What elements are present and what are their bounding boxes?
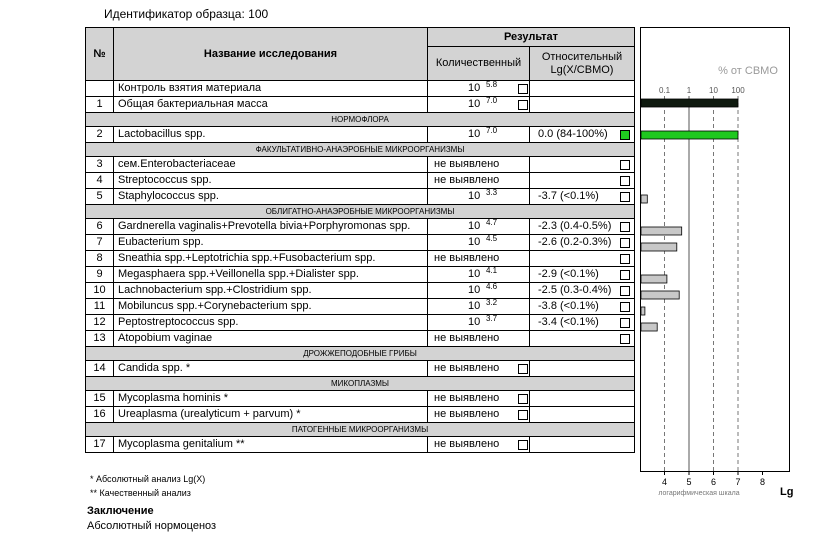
relative-cell — [530, 267, 635, 283]
relative-cell — [530, 315, 635, 331]
relative-cell — [530, 81, 635, 97]
table-row — [86, 407, 635, 423]
axis-xlabel: логарифмическая шкала — [658, 490, 740, 497]
relative-checkbox — [620, 222, 630, 232]
header-result: Результат — [428, 28, 635, 47]
axis-tick-label: 7 — [735, 477, 741, 487]
data-bar — [641, 291, 679, 299]
table-row — [86, 331, 635, 347]
relative-checkbox — [620, 334, 630, 344]
test-name: Lachnobacterium spp.+Clostridium spp. — [114, 283, 428, 299]
data-bar — [641, 243, 677, 251]
footnote-qualitative: ** Качественный анализ — [90, 488, 191, 498]
axis-tick-label: 8 — [759, 477, 766, 487]
test-name: Sneathia spp.+Leptotrichia spp.+Fusobacterium spp. — [114, 251, 428, 267]
not-detected-text: не выявлено — [434, 408, 500, 420]
relative-checkbox — [620, 130, 630, 140]
not-detected-text: не выявлено — [434, 332, 500, 344]
row-number: 8 — [86, 251, 114, 267]
quantitative-cell — [428, 391, 530, 407]
test-name: Lactobacillus spp. — [114, 127, 428, 143]
quantitative-checkbox — [518, 364, 528, 374]
relative-checkbox — [620, 254, 630, 264]
relative-cell — [530, 391, 635, 407]
relative-cell — [530, 97, 635, 113]
table-row — [86, 235, 635, 251]
header-number: № — [86, 28, 114, 81]
header-quantitative: Количественный — [428, 47, 530, 81]
quantitative-cell — [428, 437, 530, 453]
relative-checkbox — [620, 238, 630, 248]
data-bar — [641, 131, 738, 139]
top-tick-label: 10 — [709, 86, 718, 95]
axis-tick-label: 4 — [661, 477, 668, 487]
table-row — [86, 251, 635, 267]
quantity-base: 10 — [468, 316, 481, 328]
row-number: 13 — [86, 331, 114, 347]
row-number: 5 — [86, 189, 114, 205]
top-tick-label: 1 — [686, 86, 692, 95]
relative-cell — [530, 251, 635, 267]
quantity-exponent: 5.8 — [486, 80, 498, 89]
relative-cell — [530, 437, 635, 453]
test-name: Atopobium vaginae — [114, 331, 428, 347]
header-name: Название исследования — [114, 28, 428, 81]
test-name: Candida spp. * — [114, 361, 428, 377]
quantity-exponent: 3.2 — [486, 298, 498, 307]
test-name: сем.Enterobacteriaceae — [114, 157, 428, 173]
test-name: Gardnerella vaginalis+Prevotella bivia+Porphyromonas spp. — [114, 219, 428, 235]
axis-tick-label: 5 — [686, 477, 692, 487]
quantitative-checkbox — [518, 100, 528, 110]
relative-value: -3.8 (<0.1%) — [538, 300, 599, 312]
table-row — [86, 157, 635, 173]
row-number — [86, 81, 114, 97]
axis-lg-label: Lg — [780, 486, 794, 498]
row-number: 15 — [86, 391, 114, 407]
relative-cell — [530, 361, 635, 377]
section-header — [86, 143, 635, 157]
section-label: МИКОПЛАЗМЫ — [86, 377, 635, 391]
quantitative-cell — [428, 173, 530, 189]
table-row — [86, 391, 635, 407]
quantitative-checkbox — [518, 440, 528, 450]
quantitative-cell — [428, 189, 530, 205]
quantity-base: 10 — [468, 82, 481, 94]
quantity-base: 10 — [468, 284, 481, 296]
quantity-base: 10 — [468, 128, 481, 140]
quantitative-cell — [428, 361, 530, 377]
test-name: Peptostreptococcus spp. — [114, 315, 428, 331]
quantitative-cell — [428, 81, 530, 97]
row-number: 7 — [86, 235, 114, 251]
relative-cell — [530, 189, 635, 205]
results-table — [85, 27, 635, 453]
data-bar — [641, 275, 667, 283]
relative-cell — [530, 157, 635, 173]
relative-checkbox — [620, 160, 630, 170]
data-bar — [641, 307, 645, 315]
relative-value: -3.7 (<0.1%) — [538, 190, 599, 202]
section-header — [86, 423, 635, 437]
row-number: 9 — [86, 267, 114, 283]
data-bar — [641, 99, 738, 107]
test-name: Контроль взятия материала — [114, 81, 428, 97]
section-header — [86, 347, 635, 361]
axis-tick-label: 6 — [710, 477, 717, 487]
table-row — [86, 97, 635, 113]
conclusion-text: Абсолютный нормоценоз — [87, 520, 217, 532]
row-number: 14 — [86, 361, 114, 377]
quantity-base: 10 — [468, 220, 481, 232]
quantity-exponent: 4.5 — [486, 234, 498, 243]
relative-cell — [530, 173, 635, 189]
table-row — [86, 81, 635, 97]
relative-cell — [530, 127, 635, 143]
quantity-base: 10 — [468, 190, 481, 202]
relative-value: -2.5 (0.3-0.4%) — [538, 284, 612, 296]
relative-chart — [640, 27, 794, 498]
table-row — [86, 189, 635, 205]
quantity-exponent: 7.0 — [486, 96, 498, 105]
relative-value: -2.3 (0.4-0.5%) — [538, 220, 612, 232]
not-detected-text: не выявлено — [434, 392, 500, 404]
test-name: Общая бактериальная масса — [114, 97, 428, 113]
relative-cell — [530, 299, 635, 315]
not-detected-text: не выявлено — [434, 362, 500, 374]
test-name: Ureaplasma (urealyticum + parvum) * — [114, 407, 428, 423]
table-row — [86, 127, 635, 143]
quantitative-cell — [428, 235, 530, 251]
row-number: 11 — [86, 299, 114, 315]
quantity-exponent: 7.0 — [486, 126, 498, 135]
row-number: 2 — [86, 127, 114, 143]
section-label: ОБЛИГАТНО-АНАЭРОБНЫЕ МИКРООРГАНИЗМЫ — [86, 205, 635, 219]
quantitative-cell — [428, 127, 530, 143]
not-detected-text: не выявлено — [434, 438, 500, 450]
data-bar — [641, 227, 682, 235]
relative-value: 0.0 (84-100%) — [538, 128, 608, 140]
quantitative-cell — [428, 97, 530, 113]
row-number: 17 — [86, 437, 114, 453]
section-label: ПАТОГЕННЫЕ МИКРООРГАНИЗМЫ — [86, 423, 635, 437]
row-number: 4 — [86, 173, 114, 189]
quantity-exponent: 3.7 — [486, 314, 498, 323]
relative-cell — [530, 235, 635, 251]
quantitative-cell — [428, 157, 530, 173]
quantity-exponent: 3.3 — [486, 188, 498, 197]
test-name: Staphylococcus spp. — [114, 189, 428, 205]
row-number: 3 — [86, 157, 114, 173]
relative-checkbox — [620, 286, 630, 296]
quantity-base: 10 — [468, 236, 481, 248]
section-label: ФАКУЛЬТАТИВНО-АНАЭРОБНЫЕ МИКРООРГАНИЗМЫ — [86, 143, 635, 157]
quantity-base: 10 — [468, 300, 481, 312]
relative-value: -3.4 (<0.1%) — [538, 316, 599, 328]
row-number: 12 — [86, 315, 114, 331]
quantity-base: 10 — [468, 98, 481, 110]
test-name: Mobiluncus spp.+Corynebacterium spp. — [114, 299, 428, 315]
footnote-absolute: * Абсолютный анализ Lg(X) — [90, 474, 206, 484]
not-detected-text: не выявлено — [434, 158, 500, 170]
header-relative: Относительный Lg(X/СВМО) — [530, 47, 635, 81]
row-number: 1 — [86, 97, 114, 113]
quantitative-checkbox — [518, 410, 528, 420]
relative-value: -2.9 (<0.1%) — [538, 268, 599, 280]
table-row — [86, 283, 635, 299]
table-row — [86, 219, 635, 235]
relative-checkbox — [620, 270, 630, 280]
quantitative-cell — [428, 331, 530, 347]
test-name: Mycoplasma genitalium ** — [114, 437, 428, 453]
quantitative-checkbox — [518, 394, 528, 404]
not-detected-text: не выявлено — [434, 174, 500, 186]
quantitative-cell — [428, 299, 530, 315]
top-tick-label: 100 — [731, 86, 745, 95]
quantitative-cell — [428, 251, 530, 267]
table-row — [86, 361, 635, 377]
conclusion-title: Заключение — [87, 505, 154, 517]
test-name: Megasphaera spp.+Veillonella spp.+Dialister spp. — [114, 267, 428, 283]
row-number: 16 — [86, 407, 114, 423]
quantity-exponent: 4.7 — [486, 218, 498, 227]
section-header — [86, 205, 635, 219]
not-detected-text: не выявлено — [434, 252, 500, 264]
quantitative-cell — [428, 283, 530, 299]
relative-value: -2.6 (0.2-0.3%) — [538, 236, 612, 248]
quantity-exponent: 4.1 — [486, 266, 498, 275]
section-header — [86, 113, 635, 127]
relative-cell — [530, 407, 635, 423]
data-bar — [641, 195, 647, 203]
relative-checkbox — [620, 192, 630, 202]
quantity-base: 10 — [468, 268, 481, 280]
quantitative-cell — [428, 407, 530, 423]
data-bar — [641, 323, 657, 331]
section-label: ДРОЖЖЕПОДОБНЫЕ ГРИБЫ — [86, 347, 635, 361]
test-name: Eubacterium spp. — [114, 235, 428, 251]
relative-cell — [530, 219, 635, 235]
quantity-exponent: 4.6 — [486, 282, 498, 291]
table-row — [86, 173, 635, 189]
row-number: 6 — [86, 219, 114, 235]
quantitative-checkbox — [518, 84, 528, 94]
section-label: НОРМОФЛОРА — [86, 113, 635, 127]
relative-cell — [530, 331, 635, 347]
relative-checkbox — [620, 318, 630, 328]
top-tick-label: 0.1 — [658, 86, 671, 95]
table-row — [86, 299, 635, 315]
section-header — [86, 377, 635, 391]
row-number: 10 — [86, 283, 114, 299]
quantitative-cell — [428, 219, 530, 235]
table-row — [86, 437, 635, 453]
quantitative-cell — [428, 267, 530, 283]
table-row — [86, 267, 635, 283]
chart-title: % от СВМО — [718, 65, 778, 77]
test-name: Streptococcus spp. — [114, 173, 428, 189]
table-row — [86, 315, 635, 331]
relative-checkbox — [620, 302, 630, 312]
relative-checkbox — [620, 176, 630, 186]
relative-cell — [530, 283, 635, 299]
test-name: Mycoplasma hominis * — [114, 391, 428, 407]
sample-identifier: Идентификатор образца: 100 — [104, 7, 269, 21]
quantitative-cell — [428, 315, 530, 331]
